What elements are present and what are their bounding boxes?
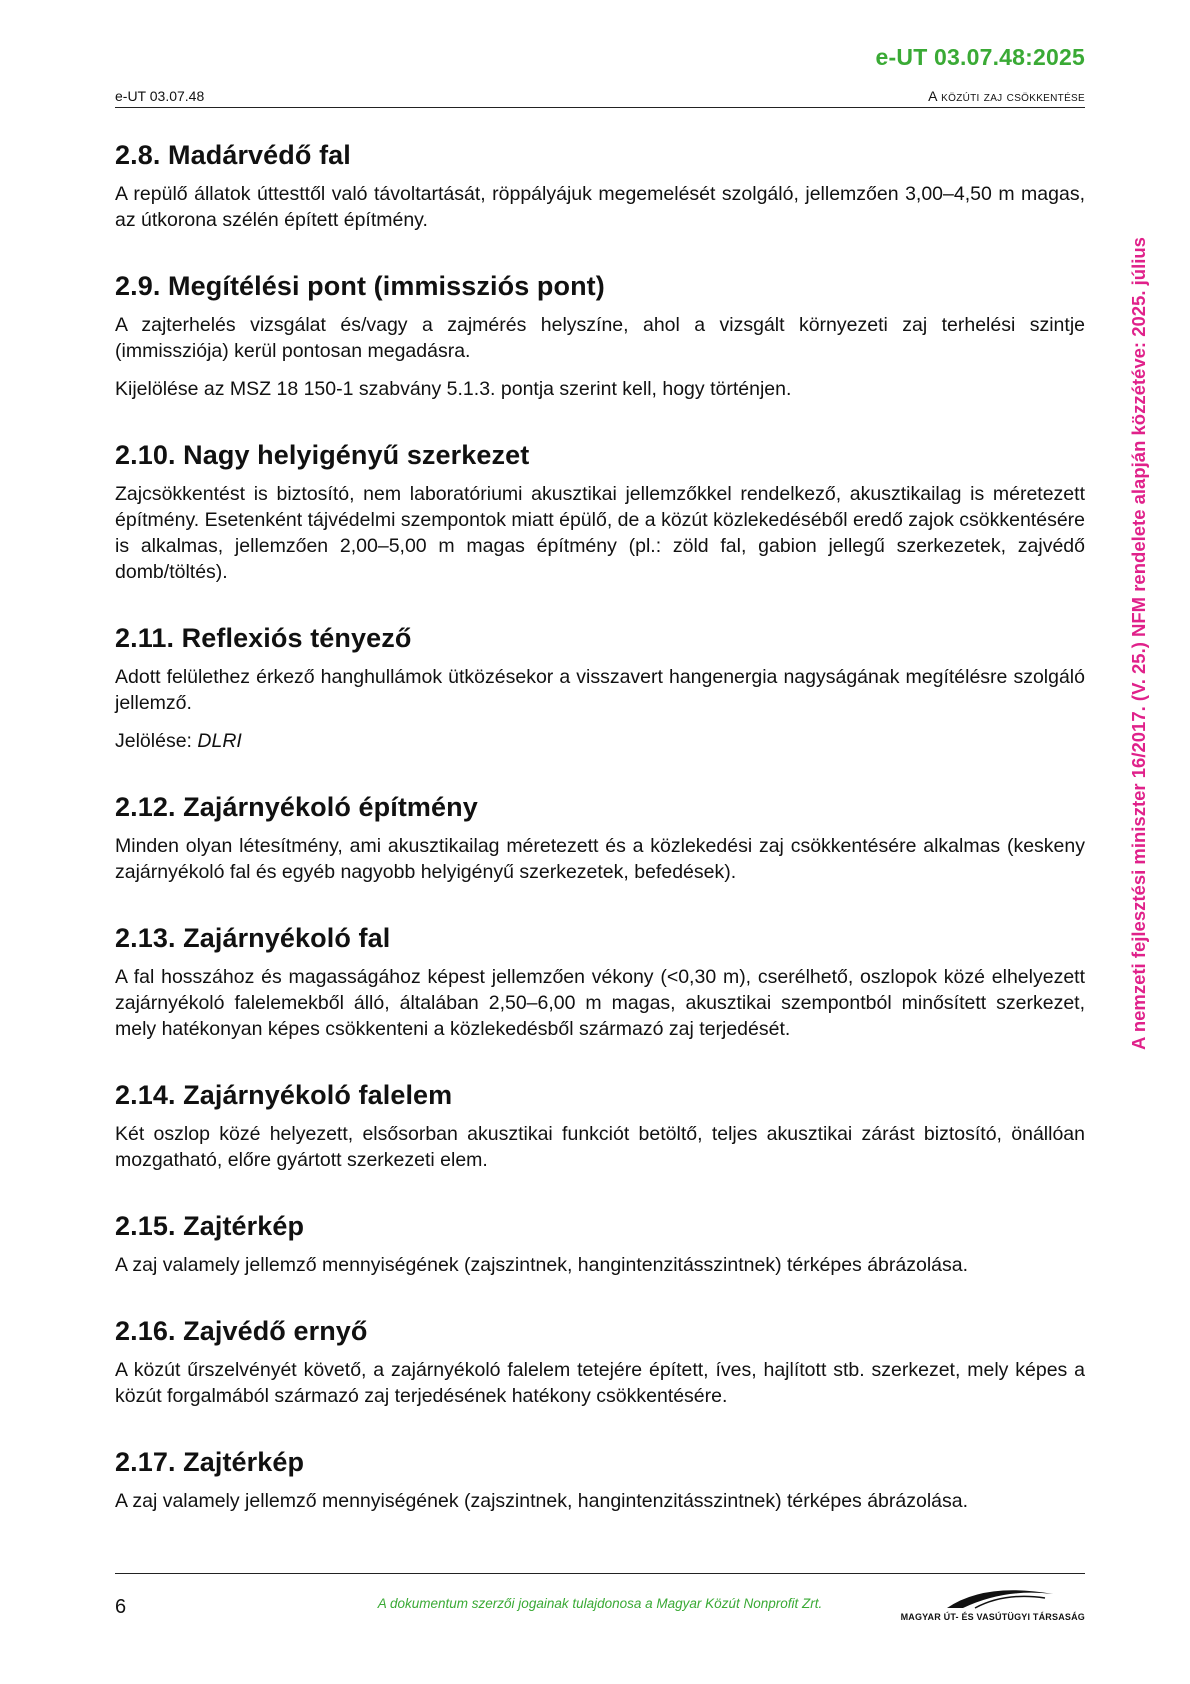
section-2-9 — [115, 271, 1085, 402]
section-paragraph: Kijelölése az MSZ 18 150-1 szabvány 5.1.3. pontja szerint kell, hogy történjen. — [115, 378, 792, 400]
section-2-14 — [115, 1080, 1085, 1173]
section-heading: 2.17. Zajtérkép — [115, 1447, 305, 1477]
section-heading: 2.11. Reflexiós tényező — [115, 623, 412, 653]
section-paragraph: A zaj valamely jellemző mennyiségének (zajszintnek, hangintenzitásszintnek) térképes ábrázolása. — [115, 1490, 969, 1512]
page-number: 6 — [115, 1596, 127, 1618]
section-2-10 — [115, 440, 1085, 585]
section-paragraph: A közút űrszelvényét követő, a zajárnyékoló falelem tetejére épített, íves, hajlított stb. szerkezet, mely képes a közút forgalmából származó zaj terjedésének hatékony csökkentésére. — [115, 1359, 1085, 1407]
main-content — [115, 140, 1085, 1552]
section-heading: 2.14. Zajárnyékoló falelem — [115, 1080, 453, 1110]
society-logo — [900, 1580, 1085, 1624]
section-2-8 — [115, 140, 1085, 233]
section-paragraph: Adott felülethez érkező hanghullámok ütközésekor a visszavert hangenergia nagyságának megítélésre szolgáló jellemző. — [115, 666, 1085, 714]
section-paragraph: A zaj valamely jellemző mennyiségének (zajszintnek, hangintenzitásszintnek) térképes ábrázolása. — [115, 1254, 969, 1276]
section-heading: 2.12. Zajárnyékoló építmény — [115, 792, 478, 822]
copyright-notice: A dokumentum szerzői jogainak tulajdonosa a Magyar Közút Nonprofit Zrt. — [377, 1596, 823, 1611]
section-heading: 2.13. Zajárnyékoló fal — [115, 923, 391, 953]
logo-text: MAGYAR ÚT- ÉS VASÚTÜGYI TÁRSASÁG — [900, 1612, 1085, 1622]
section-2-13 — [115, 923, 1085, 1042]
section-2-17 — [115, 1447, 1085, 1514]
section-2-15 — [115, 1211, 1085, 1278]
section-paragraph: Zajcsökkentést is biztosító, nem laboratóriumi akusztikai jellemzőkkel rendelkező, akusztikailag is méretezett építmény. Esetenként tájvédelmi szempontok miatt épülő, de a közút közlekedéséből eredő zajok csökkentésére is alkalmas, jellemzően 2,00–5,00 m magas építmény (pl.: zöld fal, gabion jellegű szerkezetek, zajvédő domb/töltés). — [115, 483, 1085, 583]
section-heading: 2.16. Zajvédő ernyő — [115, 1316, 368, 1346]
section-2-11 — [115, 623, 1085, 754]
header-doc-code: e-UT 03.07.48 — [115, 88, 205, 104]
page-footer — [115, 1573, 1085, 1634]
section-heading: 2.8. Madárvédő fal — [115, 140, 351, 170]
document-code-top: e-UT 03.07.48:2025 — [875, 44, 1085, 70]
notation-value: DLRI — [197, 730, 242, 752]
section-heading: 2.9. Megítélési pont (immissziós pont) — [115, 271, 605, 301]
section-paragraph: Két oszlop közé helyezett, elsősorban akusztikai funkciót betöltő, teljes akusztikai zárást biztosító, önállóan mozgatható, előre gyártott szerkezeti elem. — [115, 1123, 1085, 1171]
header-doc-title: A közúti zaj csökkentése — [928, 88, 1085, 104]
notation-label: Jelölése: — [115, 730, 198, 752]
notation-line — [115, 728, 1085, 754]
section-paragraph: Minden olyan létesítmény, ami akusztikailag méretezett és a közlekedési zaj csökkentésére alkalmas (keskeny zajárnyékoló fal és egyéb nagyobb helyigényű szerkezetek, befedések). — [115, 835, 1085, 883]
road-arc-logo-icon — [945, 1580, 1055, 1610]
section-heading: 2.10. Nagy helyigényű szerkezet — [115, 440, 530, 470]
section-2-16 — [115, 1316, 1085, 1409]
section-heading: 2.15. Zajtérkép — [115, 1211, 305, 1241]
section-paragraph: A fal hosszához és magasságához képest jellemzően vékony (<0,30 m), cserélhető, oszlopok közé elhelyezett zajárnyékoló falelemekből álló, általában 2,50–6,00 m magas, akusztikai szempontból minősített szerkezet, mely hatékonyan képes csökkenteni a közlekedésből származó zaj terjedését. — [115, 966, 1085, 1040]
running-header — [115, 84, 1085, 108]
sidebar-note-text: A nemzeti fejlesztési miniszter 16/2017. (V. 25.) NFM rendelete alapján közzétéve: 2025. július — [1128, 237, 1149, 1050]
section-paragraph: A repülő állatok úttesttől való távoltartását, röppályájuk megemelését szolgáló, jellemzően 3,00–4,50 m magas, az útkorona szélén épített építmény. — [115, 183, 1085, 231]
section-2-12 — [115, 792, 1085, 885]
section-paragraph: A zajterhelés vizsgálat és/vagy a zajmérés helyszíne, ahol a vizsgált környezeti zaj terhelési szintje (immissziója) kerül pontosan megadásra. — [115, 314, 1085, 362]
